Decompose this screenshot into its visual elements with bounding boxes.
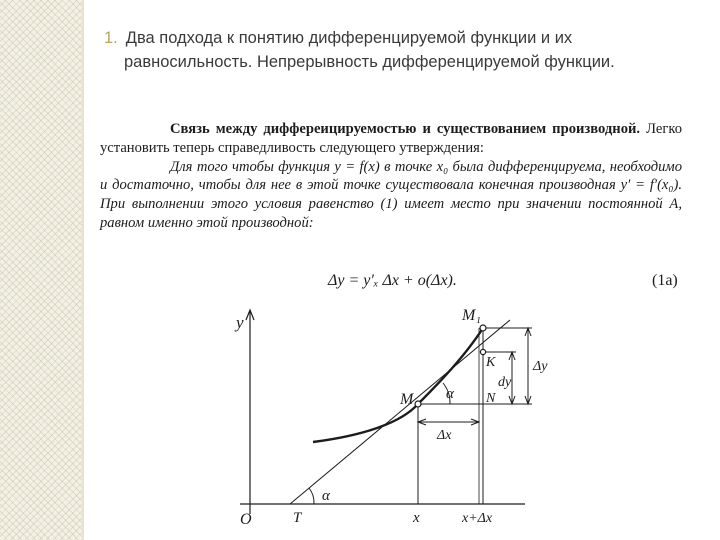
stripe-divider [82, 0, 84, 540]
point-M [415, 401, 421, 407]
heading-line-2: равносильность. Непрерывность дифференцируемой функции. [124, 53, 615, 71]
label-M: M [400, 391, 414, 408]
label-x-dx: x+Δx [462, 511, 493, 526]
decorative-side-stripe [0, 0, 83, 540]
label-alpha-top: α [446, 386, 454, 402]
scanned-textbook-excerpt [100, 108, 690, 538]
label-K: K [486, 355, 496, 370]
label-M1: M₁ [462, 307, 481, 324]
point-M1 [480, 325, 486, 331]
function-curve [313, 328, 483, 442]
label-Dy: Δy [533, 359, 548, 374]
theorem-text: Для того чтобы функция y = f(x) в точке x₀ была дифференцируема, необходимо и достаточно, чтобы для нее в этой точке существовала конечная производная y′ = f′(x₀). При выполнении этого условия равенство (1) имеет место при значении постоянной A, равном именно этой производной: [100, 158, 682, 231]
equation-number: (1a) [652, 272, 678, 289]
angle-arc-bottom [309, 488, 314, 504]
label-dy: dy [498, 375, 512, 390]
heading-number: 1. [104, 29, 118, 47]
heading-line-1: Два подхода к понятию дифференцируемой функции и их [125, 29, 573, 47]
label-T: T [293, 510, 302, 526]
derivative-diagram [100, 294, 690, 538]
label-alpha-bottom: α [322, 488, 330, 504]
label-origin: O [240, 511, 252, 528]
point-K [480, 349, 485, 354]
plain-text: Легко установить теперь справедливость следующего утверждения: [100, 121, 682, 156]
textbook-paragraph [100, 120, 682, 233]
label-N: N [486, 391, 496, 406]
label-dx: Δx [437, 428, 452, 443]
label-y-axis: y [236, 313, 244, 332]
slide-heading [104, 26, 704, 74]
tangent-line [290, 320, 510, 504]
bold-lead-text: Связь между диффереицируемостью и существованием производной. [170, 121, 641, 137]
formula-1a: Δy = y′ₓ Δx + o(Δx). [328, 272, 457, 289]
label-x: x [413, 510, 420, 526]
